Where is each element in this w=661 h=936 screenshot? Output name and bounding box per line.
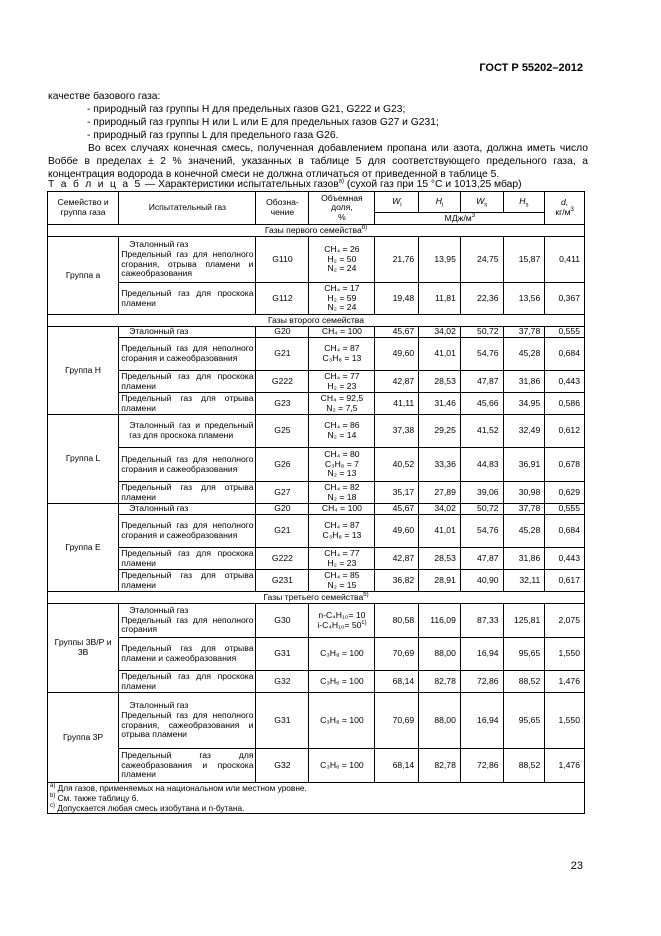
header-family: Семейство и группа газа — [48, 192, 119, 225]
designation-cell: G20 — [256, 504, 309, 515]
wi-cell: 37,38 — [375, 415, 419, 448]
hs-cell: 30,98 — [503, 482, 545, 504]
hs-cell: 37,78 — [503, 504, 545, 515]
hs-cell: 31,86 — [503, 371, 545, 393]
hi-cell: 34,02 — [419, 327, 461, 338]
ws-cell: 47,87 — [460, 548, 503, 570]
gas-cell — [119, 671, 256, 693]
hs-cell: 45,28 — [503, 338, 545, 371]
comp-line: C₃H₆ = 100 — [320, 759, 364, 770]
wi-cell: 42,87 — [375, 371, 419, 393]
gas-ref: Эталонный газ — [129, 605, 189, 616]
footnotes-row — [48, 783, 585, 814]
hi-cell: 28,53 — [419, 548, 461, 570]
table-row — [48, 749, 585, 783]
bullet-item: - природный газ группы H для предельных газов G21, G222 и G23; — [87, 104, 406, 115]
d-cell: 0,684 — [545, 338, 585, 371]
hs-cell: 45,28 — [503, 515, 545, 548]
gas-desc: Предельный газ для неполного сгорания и сажеобразования — [121, 520, 254, 540]
header-hi-letter: H — [435, 196, 442, 207]
gas-cell — [119, 393, 256, 415]
comp-line: CH₄ = 77 — [324, 547, 360, 558]
comp-line: CH₄ = 82 — [324, 481, 360, 492]
designation-cell: G25 — [256, 415, 309, 448]
header-test-gas: Испытательный газ — [119, 192, 256, 225]
ws-cell: 72,86 — [460, 671, 503, 693]
comp-line: CH₄ = 80 — [324, 449, 360, 460]
d-cell: 0,411 — [545, 237, 585, 283]
intro-lead: качестве базового газа: — [48, 91, 161, 102]
document-id: ГОСТ Р 55202–2012 — [479, 62, 583, 74]
table-row — [48, 371, 585, 393]
wi-cell: 45,67 — [375, 504, 419, 515]
family-second: Газы второго семейства — [48, 315, 585, 327]
group-label: Группа Н — [48, 327, 119, 415]
composition-cell — [309, 570, 375, 592]
d-cell: 0,586 — [545, 393, 585, 415]
composition-cell — [309, 371, 375, 393]
d-cell: 0,629 — [545, 482, 585, 504]
group-label: Группа Е — [48, 504, 119, 592]
gas-cell — [119, 638, 256, 671]
designation-cell: G231 — [256, 570, 309, 592]
d-cell: 0,684 — [545, 515, 585, 548]
hs-cell: 36,91 — [503, 448, 545, 482]
gas-characteristics-table — [47, 191, 585, 814]
hi-cell: 82,78 — [419, 749, 461, 783]
composition-cell — [309, 327, 375, 338]
header-wi-sub: i — [400, 202, 402, 209]
footnote-text: Для газов, применяемых на национальном или местном уровне. — [55, 783, 307, 793]
ws-cell: 44,83 — [460, 448, 503, 482]
table-row — [48, 415, 585, 448]
gas-cell — [119, 415, 256, 448]
family-third-label: Газы третьего семейства — [263, 591, 364, 602]
d-cell: 1,550 — [545, 638, 585, 671]
wi-cell: 42,87 — [375, 548, 419, 570]
gas-desc: Предельный газ для проскока пламени — [121, 370, 254, 391]
table-row — [48, 482, 585, 504]
wi-cell: 21,76 — [375, 237, 419, 283]
d-cell: 2,075 — [545, 604, 585, 638]
header-volume — [309, 192, 375, 225]
ws-cell: 16,94 — [460, 638, 503, 671]
hs-cell: 13,56 — [503, 283, 545, 315]
d-cell: 0,443 — [545, 548, 585, 570]
ws-cell: 41,52 — [460, 415, 503, 448]
comp-footnote-mark: c) — [361, 619, 367, 626]
gas-desc: Предельный газ для проскока пламени — [121, 547, 254, 568]
wi-cell: 41,11 — [375, 393, 419, 415]
gas-cell — [119, 448, 256, 482]
designation-cell: G31 — [256, 693, 309, 749]
comp-line: n-C₄H₁₀= 10 — [318, 609, 366, 620]
hi-cell: 34,02 — [419, 504, 461, 515]
comp-line: CH₄ = 92,5 — [320, 392, 364, 403]
comp-line: C₃H₈ = 7 — [324, 458, 359, 469]
footnote-mark: b) — [50, 793, 56, 800]
d-cell: 0,367 — [545, 283, 585, 315]
comp-line: N₂ = 18 — [327, 491, 357, 502]
table-row — [48, 671, 585, 693]
footnote — [50, 783, 582, 793]
family-first — [48, 225, 585, 237]
caption-footnote-mark: a) — [338, 178, 345, 185]
family-first-label: Газы первого семейства — [264, 224, 362, 235]
group-label: Группа 3Р — [48, 693, 119, 783]
comp-line: i-C₄H₁₀= 50 — [317, 619, 362, 630]
comp-line: CH₄ = 86 — [324, 420, 360, 431]
header-d-letter: d, — [561, 197, 569, 208]
ws-cell: 54,76 — [460, 338, 503, 371]
wi-cell: 68,14 — [375, 671, 419, 693]
designation-cell: G222 — [256, 371, 309, 393]
composition-cell — [309, 338, 375, 371]
wi-cell: 49,60 — [375, 515, 419, 548]
page-number: 23 — [570, 860, 583, 872]
gas-desc: Предельный газ для неполного сгорания и сажеобразования — [121, 453, 254, 474]
gas-desc: Предельный газ для неполного сгорания и сажеобразования — [121, 343, 254, 363]
composition-cell — [309, 515, 375, 548]
gas-cell — [119, 548, 256, 570]
composition-cell — [309, 548, 375, 570]
hi-cell: 88,00 — [419, 638, 461, 671]
comp-line: H₂ = 59 — [327, 292, 357, 303]
ws-cell: 24,75 — [460, 237, 503, 283]
table-row — [48, 338, 585, 371]
gas-desc: Предельный газ для неполного сгорания, сажеобразования и отрыва пламени — [121, 709, 254, 740]
gas-cell — [119, 327, 256, 338]
gas-cell — [119, 371, 256, 393]
hs-cell: 37,78 — [503, 327, 545, 338]
gas-desc: Предельный газ для проскока пламени — [121, 670, 254, 691]
hs-cell: 32,49 — [503, 415, 545, 448]
gas-cell — [119, 237, 256, 283]
ws-cell: 47,87 — [460, 371, 503, 393]
composition-cell — [309, 415, 375, 448]
composition-cell — [309, 749, 375, 783]
wi-cell: 70,69 — [375, 638, 419, 671]
gas-cell — [119, 749, 256, 783]
ws-cell: 50,72 — [460, 327, 503, 338]
comp-line: CH₄ = 85 — [324, 569, 360, 580]
composition-cell — [309, 482, 375, 504]
composition-cell — [309, 283, 375, 315]
ws-cell: 50,72 — [460, 504, 503, 515]
intro-text — [48, 90, 588, 181]
designation-cell: G27 — [256, 482, 309, 504]
gas-cell — [119, 693, 256, 749]
designation-cell: G21 — [256, 515, 309, 548]
designation-cell: G32 — [256, 671, 309, 693]
comp-line: N₂ = 15 — [327, 579, 357, 590]
hi-cell: 82,78 — [419, 671, 461, 693]
family-third — [48, 592, 585, 604]
designation-cell: G23 — [256, 393, 309, 415]
comp-line: C₃H₈ = 100 — [320, 714, 364, 725]
composition-cell — [309, 448, 375, 482]
hs-cell: 34,95 — [503, 393, 545, 415]
ws-cell: 87,33 — [460, 604, 503, 638]
ws-cell: 22,36 — [460, 283, 503, 315]
hs-cell: 125,81 — [503, 604, 545, 638]
comp-line: C₃H₈ = 13 — [322, 530, 362, 540]
comp-line: N₂ = 13 — [327, 468, 357, 479]
wi-cell: 19,48 — [375, 283, 419, 315]
hi-cell: 28,53 — [419, 371, 461, 393]
d-cell: 0,443 — [545, 371, 585, 393]
footnote-mark: c) — [50, 803, 55, 810]
ws-cell: 45,66 — [460, 393, 503, 415]
d-cell: 0,555 — [545, 504, 585, 515]
gas-cell — [119, 604, 256, 638]
bullet-item: - природный газ группы L для предельного газа G26. — [87, 130, 339, 141]
footnote-text: См. также таблицу 6. — [55, 793, 139, 803]
hi-cell: 11,81 — [419, 283, 461, 315]
d-cell: 0,678 — [545, 448, 585, 482]
wi-cell: 68,14 — [375, 749, 419, 783]
footnotes — [48, 783, 585, 814]
d-cell: 0,555 — [545, 327, 585, 338]
header-row — [48, 192, 585, 213]
comp-line: H₂ = 23 — [327, 380, 357, 391]
family-row — [48, 592, 585, 604]
designation-cell: G32 — [256, 749, 309, 783]
gas-desc: Эталонный газ и предельный газ для проскока пламени — [129, 420, 254, 440]
ws-cell: 16,94 — [460, 693, 503, 749]
header-d-sup: 3 — [570, 207, 574, 214]
header-ws-letter: W — [476, 196, 485, 207]
table-row — [48, 638, 585, 671]
comp-line: N₂ = 14 — [327, 430, 357, 440]
gas-desc: Предельный газ для неполного сгорания — [121, 614, 254, 635]
table-row — [48, 393, 585, 415]
designation-cell: G112 — [256, 283, 309, 315]
wi-cell: 36,82 — [375, 570, 419, 592]
header-volume-unit: % — [338, 211, 346, 222]
hs-cell: 31,86 — [503, 548, 545, 570]
footnote-text: Допускается любая смесь изобутана и n-бутана. — [55, 803, 245, 813]
gas-ref: Эталонный газ — [129, 239, 189, 250]
gas-cell — [119, 504, 256, 515]
d-cell: 1,550 — [545, 693, 585, 749]
gas-desc: Предельный газ для сажеобразования и проскока пламени — [121, 750, 254, 780]
d-cell: 1,476 — [545, 749, 585, 783]
header-energy-unit-text: МДж/м — [444, 212, 472, 223]
table-row — [48, 237, 585, 283]
wi-cell: 35,17 — [375, 482, 419, 504]
d-cell: 0,617 — [545, 570, 585, 592]
comp-line: C₃H₆ = 100 — [320, 675, 364, 686]
bullet-item: - природный газ группы H или L или E для предельных газов G27 и G231; — [87, 117, 439, 128]
hs-cell: 32,11 — [503, 570, 545, 592]
composition-cell — [309, 604, 375, 638]
wi-cell: 70,69 — [375, 693, 419, 749]
composition-cell — [309, 393, 375, 415]
intro-paragraph: Во всех случаях конечная смесь, полученная добавлением пропана или азота, должна иметь число Воббе в пределах ± 2 % значений, указанных в таблице 5 для соответствующего предельного газа, а концентрация водорода в конечной смеси не должна отличаться от приведенной в таблице 5. — [48, 143, 588, 180]
header-ws — [460, 192, 503, 213]
gas-desc: Предельный газ для неполного сгорания, отрыва пламени и сажеобразования — [121, 248, 254, 279]
header-wi — [375, 192, 419, 213]
ws-cell: 72,86 — [460, 749, 503, 783]
comp-line: C₃H₈ = 100 — [320, 648, 364, 659]
comp-line: CH₄ = 87 — [324, 343, 360, 354]
header-hi — [419, 192, 461, 213]
header-hs — [503, 192, 545, 213]
designation-cell: G110 — [256, 237, 309, 283]
hi-cell: 31,46 — [419, 393, 461, 415]
hi-cell: 28,91 — [419, 570, 461, 592]
hi-cell: 116,09 — [419, 604, 461, 638]
hs-cell: 15,87 — [503, 237, 545, 283]
composition-cell — [309, 638, 375, 671]
wi-cell: 40,52 — [375, 448, 419, 482]
comp-line: N₂ = 7,5 — [326, 402, 358, 413]
header-energy-unit-sup: 3 — [471, 212, 476, 219]
comp-line: CH₄ = 100 — [321, 503, 362, 514]
hs-cell: 88,52 — [503, 671, 545, 693]
composition-cell — [309, 693, 375, 749]
family-first-sup: b) — [361, 224, 368, 231]
hi-cell: 41,01 — [419, 338, 461, 371]
table-row — [48, 570, 585, 592]
hs-cell: 88,52 — [503, 749, 545, 783]
composition-cell — [309, 504, 375, 515]
gas-cell — [119, 482, 256, 504]
table-row — [48, 693, 585, 749]
family-row — [48, 225, 585, 237]
hi-cell: 13,95 — [419, 237, 461, 283]
hi-cell: 29,25 — [419, 415, 461, 448]
header-wi-letter: W — [392, 196, 401, 207]
wi-cell: 80,58 — [375, 604, 419, 638]
gas-desc: Предельный газ для отрыва пламени — [121, 481, 254, 502]
designation-cell: G21 — [256, 338, 309, 371]
gas-desc: Предельный газ для проскока пламени — [121, 287, 254, 308]
header-hi-sub: i — [441, 202, 444, 209]
gas-ref: Эталонный газ — [129, 503, 189, 514]
gas-cell — [119, 515, 256, 548]
hi-cell: 88,00 — [419, 693, 461, 749]
designation-cell: G26 — [256, 448, 309, 482]
group-label: Группа а — [48, 237, 119, 315]
ws-cell: 54,76 — [460, 515, 503, 548]
composition-cell — [309, 671, 375, 693]
caption-tail: (сухой газ при 15 °C и 1013,25 мбар) — [344, 179, 522, 190]
designation-cell: G222 — [256, 548, 309, 570]
table-row — [48, 448, 585, 482]
ws-cell: 39,06 — [460, 482, 503, 504]
designation-cell: G20 — [256, 327, 309, 338]
wi-cell: 45,67 — [375, 327, 419, 338]
comp-line: CH₄ = 87 — [324, 520, 360, 531]
header-d-unit: кг/м — [555, 207, 571, 217]
comp-line: CH₄ = 100 — [321, 326, 362, 337]
gas-cell — [119, 570, 256, 592]
comp-line: N₂ = 24 — [327, 263, 357, 274]
comp-line: CH₄ = 26 — [324, 244, 360, 255]
comp-line: H₂ = 50 — [327, 253, 357, 264]
ws-cell: 40,90 — [460, 570, 503, 592]
table-row — [48, 604, 585, 638]
header-hs-sub: s — [525, 202, 529, 209]
group-label: Группы 3В/Р и 3В — [48, 604, 119, 693]
comp-line: N₂ = 24 — [327, 302, 357, 313]
caption-title: — Характеристики испытательных газов — [142, 179, 339, 190]
gas-cell — [119, 338, 256, 371]
table-row — [48, 283, 585, 315]
comp-line: H₂ = 23 — [327, 557, 357, 568]
hi-cell: 27,89 — [419, 482, 461, 504]
gas-ref: Эталонный газ — [129, 326, 189, 337]
family-third-sup: b) — [363, 591, 369, 598]
group-label: Группа L — [48, 415, 119, 504]
header-volume-label: Объемная доля, — [321, 192, 363, 213]
gas-desc: Предельный газ для отрыва пламени — [121, 392, 254, 413]
header-designation: Обозна-чение — [256, 192, 309, 225]
footnote — [50, 803, 582, 813]
comp-line: CH₄ = 77 — [324, 370, 360, 381]
table-row — [48, 327, 585, 338]
gas-cell — [119, 283, 256, 315]
header-hs-letter: H — [519, 196, 526, 207]
footnote — [50, 793, 582, 803]
designation-cell: G31 — [256, 638, 309, 671]
footnote-mark: a) — [50, 783, 56, 790]
gas-desc: Предельный газ для отрыва пламени и сажеобразования — [121, 643, 254, 663]
d-cell: 1,476 — [545, 671, 585, 693]
comp-line: C₃H₈ = 13 — [322, 353, 362, 363]
hi-cell: 33,36 — [419, 448, 461, 482]
header-ws-sub: s — [484, 202, 488, 209]
table-row — [48, 548, 585, 570]
table-caption — [48, 179, 608, 190]
table-row — [48, 504, 585, 515]
header-energy-unit — [375, 213, 545, 225]
wi-cell: 49,60 — [375, 338, 419, 371]
family-row — [48, 315, 585, 327]
d-cell: 0,612 — [545, 415, 585, 448]
gas-ref: Эталонный газ — [129, 700, 189, 711]
caption-label: Т а б л и ц а 5 — [48, 179, 143, 190]
gas-desc: Предельный газ для отрыва пламени — [121, 569, 254, 590]
hs-cell: 95,65 — [503, 693, 545, 749]
hs-cell: 95,65 — [503, 638, 545, 671]
comp-line: CH₄ = 17 — [324, 283, 360, 294]
designation-cell: G30 — [256, 604, 309, 638]
composition-cell — [309, 237, 375, 283]
header-density — [545, 192, 585, 225]
hi-cell: 41,01 — [419, 515, 461, 548]
table-row — [48, 515, 585, 548]
